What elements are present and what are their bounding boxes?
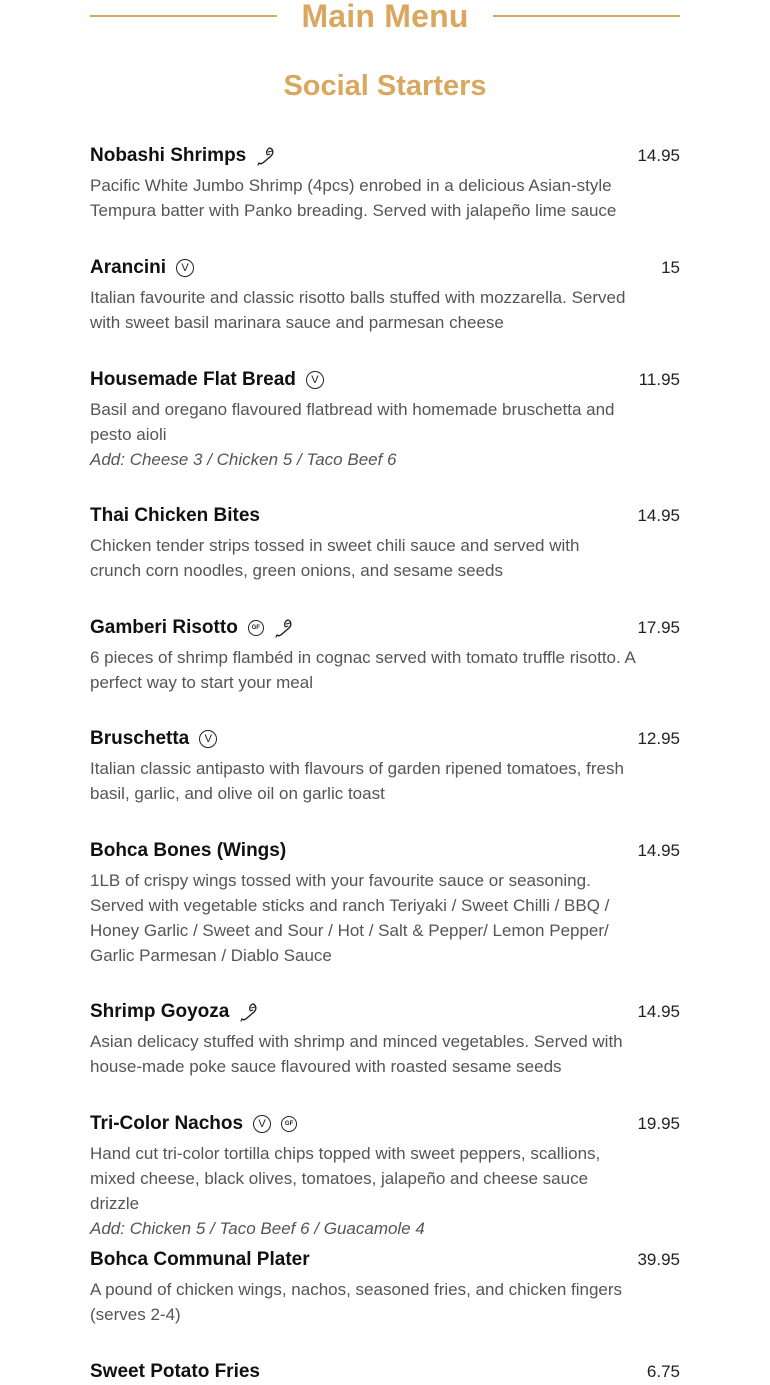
- menu-item-price: 39.95: [637, 1250, 680, 1269]
- menu-item-header: [90, 615, 680, 641]
- menu-item: [90, 1359, 680, 1385]
- menu-item-header: [90, 1247, 680, 1273]
- menu-item-description: A pound of chicken wings, nachos, seasoned fries, and chicken fingers (serves 2-4): [90, 1280, 623, 1324]
- menu-item-price: 19.95: [637, 1114, 680, 1133]
- menu-item-description: Chicken tender strips tossed in sweet chili sauce and served with crunch corn noodles, green onions, and sesame seeds: [90, 536, 580, 580]
- menu-item: [90, 838, 680, 968]
- shrimp-icon: [274, 618, 294, 638]
- menu-item-name: Tri-Color Nachos: [90, 1113, 244, 1134]
- menu-item-header: [90, 726, 680, 752]
- vegetarian-icon: V: [199, 730, 217, 748]
- main-title-row: [90, 0, 680, 38]
- menu-item-name: Housemade Flat Bread: [90, 369, 296, 390]
- menu-item-price: 14.95: [637, 146, 680, 165]
- menu-item-header: [90, 999, 680, 1025]
- menu-item-description: Basil and oregano flavoured flatbread with homemade bruschetta and pesto aioli: [90, 400, 615, 444]
- menu-item-header: [90, 255, 680, 281]
- menu-item-description: 1LB of crispy wings tossed with your favourite sauce or seasoning. Served with vegetable sticks and ranch Teriyaki / Sweet Chilli / BBQ / Honey Garlic / Sweet and Sour / Hot / Salt & Pepper/ Lemon Pepper/ Garlic Parmesan / Diablo Sauce: [90, 871, 610, 965]
- dietary-tags: [256, 146, 276, 166]
- menu-item-price: 15: [661, 258, 680, 277]
- vegetarian-icon: V: [306, 371, 324, 389]
- menu-item-addon: Add: Chicken 5 / Taco Beef 6 / Guacamole 4: [90, 1219, 425, 1238]
- dietary-tags: [176, 259, 194, 277]
- menu-item-addon: Add: Cheese 3 / Chicken 5 / Taco Beef 6: [90, 450, 397, 469]
- menu-item-price: 6.75: [646, 1362, 680, 1381]
- menu-item-price: 17.95: [637, 618, 680, 637]
- menu-item: [90, 999, 680, 1079]
- menu-item-description: 6 pieces of shrimp flambéd in cognac served with tomato truffle risotto. A perfect way to start your meal: [90, 648, 635, 692]
- menu-item: [90, 615, 680, 695]
- menu-item-description: Italian favourite and classic risotto balls stuffed with mozzarella. Served with sweet basil marinara sauce and parmesan cheese: [90, 288, 626, 332]
- menu-item-price: 14.95: [637, 841, 680, 860]
- menu-item-name: Gamberi Risotto: [90, 617, 238, 638]
- menu-item-name: Bohca Communal Plater: [90, 1249, 310, 1270]
- menu-item-header: [90, 838, 680, 864]
- dietary-tags: [253, 1115, 297, 1133]
- menu-item-price: 14.95: [637, 1002, 680, 1021]
- menu-item-header: [90, 143, 680, 169]
- menu-item: [90, 255, 680, 335]
- page-title: Main Menu: [301, 0, 469, 34]
- menu-item-price: 11.95: [638, 370, 680, 389]
- menu-item: [90, 1247, 680, 1327]
- menu-item: [90, 1111, 680, 1241]
- menu-item-name: Shrimp Goyoza: [90, 1001, 230, 1022]
- dietary-tags: [239, 1002, 259, 1022]
- menu-item: [90, 726, 680, 806]
- menu-item-name: Bruschetta: [90, 728, 190, 749]
- vegetarian-icon: V: [176, 259, 194, 277]
- menu-item-price: 12.95: [637, 729, 680, 748]
- menu-item-header: [90, 367, 680, 393]
- menu-item-description: Pacific White Jumbo Shrimp (4pcs) enrobed in a delicious Asian-style Tempura batter with Panko breading. Served with jalapeño lime sauce: [90, 176, 617, 220]
- menu-item-name: Bohca Bones (Wings): [90, 840, 287, 861]
- menu-item-description: Hand cut tri-color tortilla chips topped with sweet peppers, scallions, mixed cheese, black olives, tomatoes, jalapeño and cheese sauce drizzle: [90, 1144, 601, 1213]
- menu-item: [90, 143, 680, 223]
- dietary-tags: [306, 371, 324, 389]
- menu-item-name: Sweet Potato Fries: [90, 1361, 260, 1382]
- gluten-free-icon: GF: [281, 1116, 297, 1132]
- menu-item-price: 14.95: [637, 506, 680, 525]
- menu-item-description: Asian delicacy stuffed with shrimp and minced vegetables. Served with house-made poke sauce flavoured with roasted sesame seeds: [90, 1032, 623, 1076]
- menu-item-name: Arancini: [90, 257, 167, 278]
- menu-item: [90, 503, 680, 583]
- menu-item-description: Italian classic antipasto with flavours of garden ripened tomatoes, fresh basil, garlic, and olive oil on garlic toast: [90, 759, 624, 803]
- menu-item-name: Nobashi Shrimps: [90, 145, 247, 166]
- vegetarian-icon: V: [253, 1115, 271, 1133]
- dietary-tags: [199, 730, 217, 748]
- menu-item-header: [90, 1111, 680, 1137]
- title-rule-right: [493, 15, 680, 17]
- gluten-free-icon: GF: [248, 620, 264, 636]
- dietary-tags: [248, 618, 294, 638]
- section-title: Social Starters: [283, 70, 487, 102]
- menu-item: [90, 367, 680, 472]
- title-rule-left: [90, 15, 277, 17]
- menu-item-header: [90, 503, 680, 529]
- menu-item-name: Thai Chicken Bites: [90, 505, 260, 526]
- menu-item-header: [90, 1359, 680, 1385]
- shrimp-icon: [256, 146, 276, 166]
- shrimp-icon: [239, 1002, 259, 1022]
